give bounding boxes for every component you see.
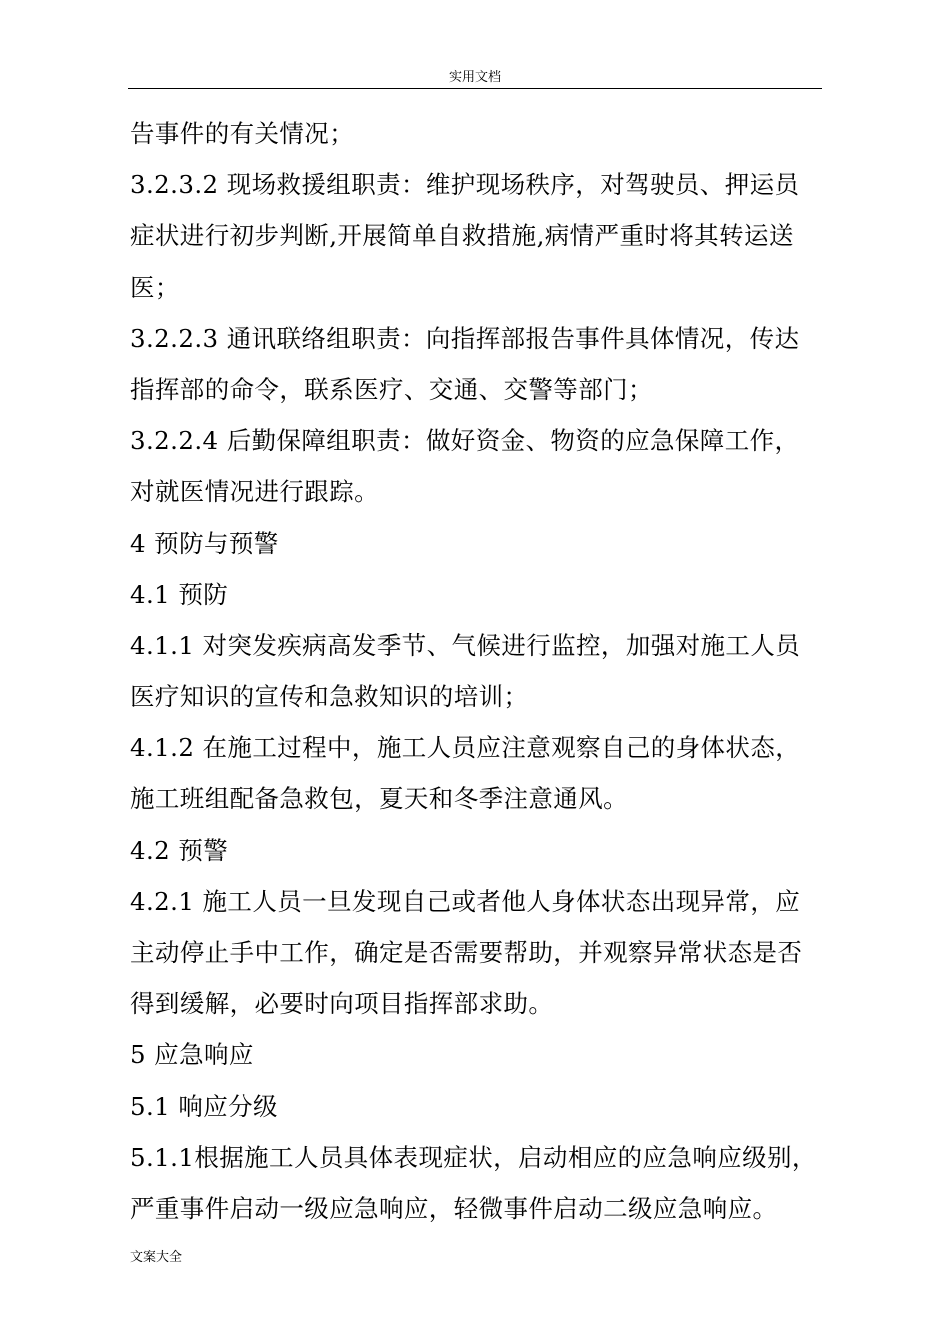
page-footer-text: 文案大全 xyxy=(130,1250,183,1265)
section-heading: 4 预防与预警 xyxy=(130,528,279,558)
header-divider xyxy=(128,88,822,89)
subsection-heading: 4.1 预防 xyxy=(130,579,229,609)
body-line: 医疗知识的宣传和急救知识的培训； xyxy=(130,682,529,712)
body-line: 施工班组配备急救包，夏天和冬季注意通风。 xyxy=(130,784,628,814)
body-line: 3.2.2.4 后勤保障组职责：做好资金、物资的应急保障工作， xyxy=(130,426,800,456)
section-heading: 5 应急响应 xyxy=(130,1040,254,1070)
document-body xyxy=(130,108,830,1234)
body-line: 指挥部的命令，联系医疗、交通、交警等部门； xyxy=(130,374,653,404)
page-header-title: 实用文档 xyxy=(448,70,501,85)
body-line: 对就医情况进行跟踪。 xyxy=(130,477,379,507)
subsection-heading: 5.1 响应分级 xyxy=(130,1091,278,1121)
body-line: 4.1.2 在施工过程中，施工人员应注意观察自己的身体状态， xyxy=(130,733,801,763)
body-line: 严重事件启动一级应急响应，轻微事件启动二级应急响应。 xyxy=(130,1193,778,1223)
subsection-heading: 4.2 预警 xyxy=(130,835,229,865)
body-line: 医； xyxy=(130,272,180,302)
body-line: 3.2.2.3 通讯联络组职责：向指挥部报告事件具体情况，传达 xyxy=(130,323,800,353)
body-line: 4.2.1 施工人员一旦发现自己或者他人身体状态出现异常，应 xyxy=(130,886,801,916)
body-line: 4.1.1 对突发疾病高发季节、气候进行监控，加强对施工人员 xyxy=(130,630,801,660)
body-line: 症状进行初步判断,开展简单自救措施,病情严重时将其转运送 xyxy=(130,221,794,251)
body-line: 3.2.3.2 现场救援组职责：维护现场秩序，对驾驶员、押运员 xyxy=(130,170,800,200)
body-line: 主动停止手中工作，确定是否需要帮助，并观察异常状态是否 xyxy=(130,938,803,967)
body-line: 告事件的有关情况； xyxy=(130,119,355,148)
body-line: 得到缓解，必要时向项目指挥部求助。 xyxy=(130,989,554,1019)
body-line: 5.1.1根据施工人员具体表现症状，启动相应的应急响应级别， xyxy=(130,1142,817,1172)
